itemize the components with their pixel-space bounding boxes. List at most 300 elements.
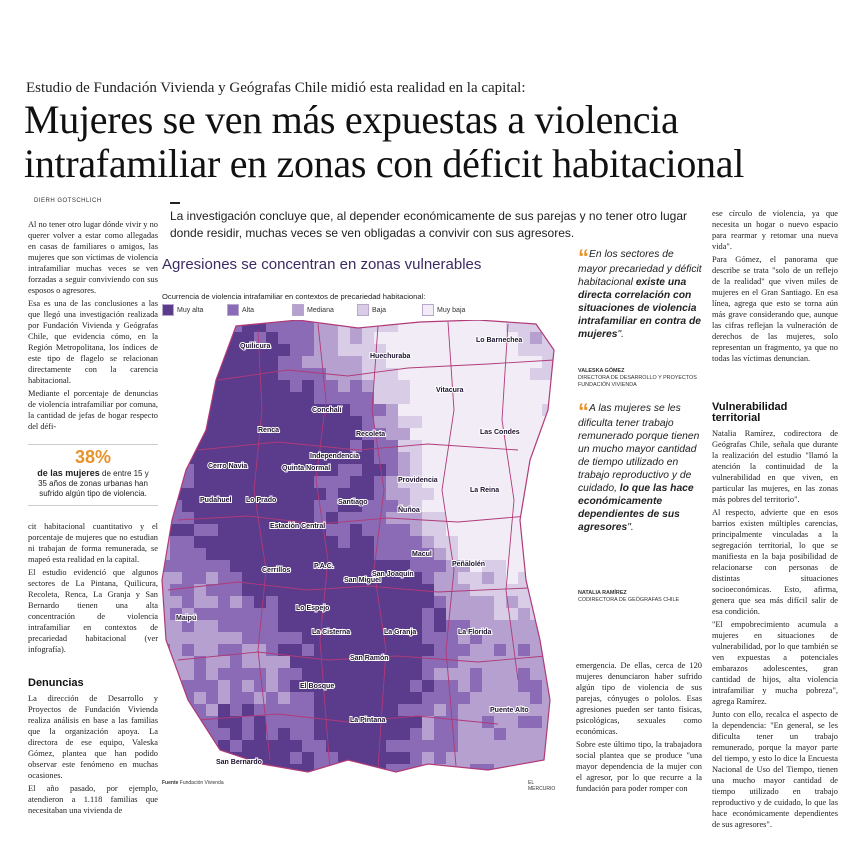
map-cell <box>422 524 434 536</box>
map-cell <box>530 368 542 380</box>
map-cell <box>374 332 386 344</box>
headline: Mujeres se ven más expuestas a violencia intrafamiliar en zonas con déficit habitacional <box>24 97 745 186</box>
map-cell <box>278 380 290 392</box>
map-cell <box>530 740 542 752</box>
map-cell <box>398 608 410 620</box>
map-cell <box>278 476 290 488</box>
map-cell <box>554 596 562 608</box>
map-cell <box>158 344 170 356</box>
map-cell <box>230 656 242 668</box>
commune-label: San Joaquín <box>372 571 414 578</box>
map-cell <box>266 380 278 392</box>
map-cell <box>446 728 458 740</box>
map-cell <box>386 524 398 536</box>
map-cell <box>290 452 302 464</box>
map-cell <box>362 776 374 778</box>
commune-label: Pudahuel <box>200 497 232 504</box>
map-cell <box>194 596 206 608</box>
map-cell <box>302 488 314 500</box>
map-cell <box>302 728 314 740</box>
map-cell <box>230 668 242 680</box>
map-cell <box>290 692 302 704</box>
map-cell <box>530 476 542 488</box>
map-cell <box>542 476 554 488</box>
map-cell <box>230 548 242 560</box>
map-cell <box>398 704 410 716</box>
map-cell <box>350 704 362 716</box>
map-cell <box>410 536 422 548</box>
map-cell <box>350 596 362 608</box>
map-source <box>162 780 224 786</box>
quote-2-attribution <box>578 590 702 604</box>
map-cell <box>506 776 518 778</box>
map-cell <box>446 692 458 704</box>
paragraph: Sobre este último tipo, la trabajadora social plantea que se produce "una mayor dependencia de la mujer con el agresor, por lo que recurre a la fundación para poder romper con <box>576 740 702 793</box>
map-cell <box>266 716 278 728</box>
map-cell <box>278 680 290 692</box>
map-cell <box>554 332 562 344</box>
map-cell <box>278 332 290 344</box>
map-cell <box>230 740 242 752</box>
map-cell <box>290 404 302 416</box>
legend-label: Muy alta <box>177 306 204 314</box>
map-cell <box>170 428 182 440</box>
map-cell <box>158 728 170 740</box>
map-cell <box>266 464 278 476</box>
map-cell <box>386 608 398 620</box>
map-cell <box>446 740 458 752</box>
map-cell <box>458 572 470 584</box>
map-cell <box>398 644 410 656</box>
map-cell <box>518 572 530 584</box>
map-cell <box>194 368 206 380</box>
commune-label: La Pintana <box>350 717 386 724</box>
map-cell <box>278 404 290 416</box>
map-cell <box>470 608 482 620</box>
commune-label: La Cisterna <box>312 629 351 636</box>
map-cell <box>182 332 194 344</box>
map-cell <box>278 428 290 440</box>
map-cell <box>542 464 554 476</box>
map-cell <box>290 356 302 368</box>
map-cell <box>206 716 218 728</box>
map-cell <box>254 452 266 464</box>
map-cell <box>170 716 182 728</box>
map-cell <box>470 536 482 548</box>
map-cell <box>494 440 506 452</box>
map-cell <box>314 656 326 668</box>
map-cell <box>314 476 326 488</box>
map-cell <box>386 692 398 704</box>
map-cell <box>530 668 542 680</box>
map-cell <box>242 368 254 380</box>
map-cell <box>434 560 446 572</box>
map-cell <box>350 392 362 404</box>
map-cell <box>278 392 290 404</box>
map-cell <box>518 692 530 704</box>
map-cell <box>206 428 218 440</box>
map-cell <box>530 716 542 728</box>
map-cell <box>398 728 410 740</box>
map-cell <box>230 356 242 368</box>
map-cell <box>554 512 562 524</box>
map-cell <box>302 752 314 764</box>
map-cell <box>242 680 254 692</box>
map-cell <box>554 680 562 692</box>
map-cell <box>230 596 242 608</box>
map-cell <box>158 488 170 500</box>
map-cell <box>434 704 446 716</box>
map-cell <box>182 500 194 512</box>
map-cell <box>194 320 206 332</box>
map-cell <box>362 512 374 524</box>
map-cell <box>470 500 482 512</box>
map-cell <box>542 776 554 778</box>
map-cell <box>494 404 506 416</box>
map-cell <box>170 728 182 740</box>
map-cell <box>530 332 542 344</box>
paragraph: Esa es una de las conclusiones a las que llegó una investigación realizada por Fundación Vivienda y Geógrafas Chile, que evidencia cómo, en la Región Metropolitana, los índices de este tipo de flagelo se relacionan directamente con la carencia habitacional. <box>28 299 158 385</box>
map-cell <box>482 692 494 704</box>
map-cell <box>518 476 530 488</box>
map-cell <box>482 416 494 428</box>
map-cell <box>254 404 266 416</box>
map-cell <box>290 716 302 728</box>
map-cell <box>494 620 506 632</box>
commune-label: Quilicura <box>240 343 271 350</box>
map-cell <box>158 380 170 392</box>
map-cell <box>194 680 206 692</box>
commune-label: Vitacura <box>436 387 464 394</box>
map-cell <box>182 572 194 584</box>
map-cell <box>338 608 350 620</box>
map-cell <box>326 356 338 368</box>
map-cell <box>470 344 482 356</box>
map-cell <box>482 740 494 752</box>
map-cell <box>254 380 266 392</box>
map-cell <box>194 752 206 764</box>
map-cell <box>182 764 194 776</box>
map-cell <box>242 656 254 668</box>
map-cell <box>398 776 410 778</box>
map-cell <box>434 512 446 524</box>
map-cell <box>230 500 242 512</box>
map-cell <box>158 356 170 368</box>
map-cell <box>230 392 242 404</box>
map-cell <box>230 680 242 692</box>
map-cell <box>542 596 554 608</box>
map-cell <box>434 644 446 656</box>
commune-label: La Florida <box>458 629 492 636</box>
map-cell <box>434 536 446 548</box>
map-cell <box>434 596 446 608</box>
map-cell <box>494 716 506 728</box>
map-cell <box>494 464 506 476</box>
map-cell <box>386 548 398 560</box>
paragraph: La dirección de Desarrollo y Proyectos de Fundación Vivienda realiza análisis en base a las familias que la organización apoya. La directora de ese equipo, Valeska Gómez, plantea que han podido observar este fenómeno en muchas ocasiones. <box>28 694 158 780</box>
paragraph: emergencia. De ellas, cerca de 120 mujeres denunciaron haber sufrido algún tipo de violencia de sus parejas, cónyuges o pololos. Esas agresiones pueden ser tanto físicas, psicológicas, sexuales como económicas. <box>576 661 702 736</box>
map-cell <box>470 728 482 740</box>
map-cell <box>458 608 470 620</box>
map-cell <box>230 728 242 740</box>
map-cell <box>302 392 314 404</box>
map-cell <box>158 500 170 512</box>
lead-divider <box>170 202 180 204</box>
map-cell <box>398 656 410 668</box>
map-cell <box>230 536 242 548</box>
map-cell <box>554 584 562 596</box>
map-cell <box>242 668 254 680</box>
map-cell <box>278 548 290 560</box>
map-cell <box>446 608 458 620</box>
map-cell <box>314 548 326 560</box>
map-cell <box>170 704 182 716</box>
map-cell <box>218 632 230 644</box>
map-cell <box>494 680 506 692</box>
map-cell <box>206 680 218 692</box>
map-cell <box>290 560 302 572</box>
map-cell <box>278 500 290 512</box>
map-cell <box>362 728 374 740</box>
map-cell <box>506 608 518 620</box>
map-cell <box>206 596 218 608</box>
map-cell <box>182 548 194 560</box>
map-cell <box>554 608 562 620</box>
map-cell <box>194 344 206 356</box>
map-cell <box>326 704 338 716</box>
paragraph: "El empobrecimiento acumula a mujeres en situaciones de vulnerabilidad, por lo que también se ven expuestas a potenciales embarazos adolescentes, gran cantidad de hijos, alta violencia intrafamiliar y mucha pobreza", agrega Ramírez. <box>712 620 838 706</box>
map-cell <box>278 452 290 464</box>
map-cell <box>422 752 434 764</box>
subhead-denuncias: Denuncias <box>28 677 84 689</box>
map-cell <box>338 332 350 344</box>
map-cell <box>542 572 554 584</box>
map-cell <box>410 380 422 392</box>
map-cell <box>386 584 398 596</box>
map-cell <box>302 380 314 392</box>
map-cell <box>554 632 562 644</box>
commune-label: Cerro Navia <box>208 463 248 470</box>
map-cell <box>530 608 542 620</box>
map-cell <box>494 644 506 656</box>
commune-label: Lo Espejo <box>296 605 330 612</box>
map-cell <box>170 440 182 452</box>
map-cell <box>254 776 266 778</box>
legend-label: Baja <box>372 306 387 314</box>
map-cell <box>290 584 302 596</box>
map-cell <box>218 584 230 596</box>
map-cell <box>518 764 530 776</box>
quote-role: DIRECTORA DE DESARROLLO Y PROYECTOS FUNDACIÓN VIVIENDA <box>578 375 697 388</box>
map-cell <box>278 692 290 704</box>
commune-label: Recoleta <box>356 431 386 438</box>
map-cell <box>314 776 326 778</box>
paragraph: Mediante el porcentaje de denuncias de violencia intrafamiliar por comuna, la cantidad de jefas de hogar respecto del défi- <box>28 389 158 431</box>
map-cell <box>194 728 206 740</box>
map-cell <box>362 752 374 764</box>
map-cell <box>554 416 562 428</box>
map-cell <box>518 392 530 404</box>
map-cell <box>326 332 338 344</box>
map-cell <box>422 620 434 632</box>
map-cell <box>482 548 494 560</box>
map-cell <box>158 320 170 332</box>
map-cell <box>506 416 518 428</box>
map-cell <box>218 536 230 548</box>
stat-text <box>28 468 158 499</box>
map-cell <box>554 488 562 500</box>
map-cell <box>158 476 170 488</box>
map-cell <box>158 392 170 404</box>
map-cell <box>482 440 494 452</box>
map-cell <box>338 764 350 776</box>
map-cell <box>482 572 494 584</box>
map-cell <box>350 548 362 560</box>
map-cell <box>518 344 530 356</box>
map-cell <box>266 668 278 680</box>
map-cell <box>506 464 518 476</box>
map-cell <box>530 512 542 524</box>
map-cell <box>230 416 242 428</box>
map-cell <box>266 776 278 778</box>
map-cell <box>518 620 530 632</box>
map-cell <box>206 572 218 584</box>
map-cell <box>230 476 242 488</box>
map-cell <box>338 740 350 752</box>
map-cell <box>506 740 518 752</box>
map-cell <box>206 740 218 752</box>
map-cell <box>266 368 278 380</box>
lead-paragraph: La investigación concluye que, al depender económicamente de sus parejas y no tener otro lugar donde residir, muchas veces se ven obligadas a convivir con sus agresores. <box>170 209 687 240</box>
commune-label: Estación Central <box>270 523 326 530</box>
map-cell <box>326 476 338 488</box>
map-cell <box>218 476 230 488</box>
map-cell <box>242 728 254 740</box>
map-cell <box>422 608 434 620</box>
quote-mark-icon: “ <box>578 399 589 424</box>
map-cell <box>194 404 206 416</box>
map-cell <box>266 752 278 764</box>
map-cell <box>242 476 254 488</box>
map-cell <box>170 740 182 752</box>
map-cell <box>518 368 530 380</box>
map-cell <box>422 368 434 380</box>
map-cell <box>506 392 518 404</box>
map-cell <box>374 596 386 608</box>
map-cell <box>374 368 386 380</box>
map-cell <box>470 404 482 416</box>
commune-label: Ñuñoa <box>398 507 420 514</box>
map-cell <box>410 488 422 500</box>
map-cell <box>494 656 506 668</box>
map-cell <box>338 776 350 778</box>
map-cell <box>410 704 422 716</box>
map-cell <box>434 740 446 752</box>
map-cell <box>386 404 398 416</box>
map-cell <box>302 572 314 584</box>
map-cell <box>218 332 230 344</box>
map-cell <box>542 380 554 392</box>
map-cell <box>482 392 494 404</box>
map-cell <box>494 572 506 584</box>
map-cell <box>422 572 434 584</box>
map-cell <box>506 548 518 560</box>
map-cell <box>194 572 206 584</box>
map-cell <box>554 380 562 392</box>
map-cell <box>422 668 434 680</box>
map-cell <box>350 356 362 368</box>
map-cell <box>398 332 410 344</box>
legend-label: Alta <box>242 306 255 314</box>
map-cell <box>362 740 374 752</box>
map-cell <box>518 632 530 644</box>
map-cell <box>194 548 206 560</box>
map-cell <box>530 704 542 716</box>
map-cell <box>482 680 494 692</box>
map-cell <box>218 524 230 536</box>
map-cell <box>170 560 182 572</box>
map-cell <box>542 500 554 512</box>
map-cell <box>350 380 362 392</box>
map-cell <box>242 404 254 416</box>
map-cell <box>254 536 266 548</box>
map-cell <box>302 356 314 368</box>
map-cell <box>398 752 410 764</box>
map-cell <box>482 728 494 740</box>
map-cell <box>290 572 302 584</box>
map-cell <box>542 740 554 752</box>
map-cell <box>242 704 254 716</box>
map-cell <box>386 440 398 452</box>
map-cell <box>482 344 494 356</box>
map-cell <box>434 332 446 344</box>
map-cell <box>170 596 182 608</box>
map-cell <box>410 332 422 344</box>
map-cell <box>554 656 562 668</box>
paragraph: cit habitacional cuantitativo y el porcentaje de mujeres que no estudian ni trabajan de forma remunerada, se mapeó esta realidad en la capital. <box>28 522 158 564</box>
map-cell <box>242 776 254 778</box>
map-cell <box>554 776 562 778</box>
map-cell <box>254 476 266 488</box>
legend-swatch <box>357 304 369 316</box>
map-cell <box>458 428 470 440</box>
map-cell <box>206 668 218 680</box>
map-cell <box>314 536 326 548</box>
map-cell <box>254 716 266 728</box>
map-cell <box>506 644 518 656</box>
map-cell <box>182 656 194 668</box>
map-cell <box>242 548 254 560</box>
map-cell <box>218 692 230 704</box>
map-cell <box>494 548 506 560</box>
map-cell <box>554 572 562 584</box>
map-cell <box>494 740 506 752</box>
map-cell <box>170 380 182 392</box>
quote-1-attribution <box>578 368 702 389</box>
map-cell <box>290 428 302 440</box>
map-cell <box>182 596 194 608</box>
map-cell <box>386 500 398 512</box>
map-cell <box>206 344 218 356</box>
map-cell <box>446 320 458 332</box>
map-cell <box>206 692 218 704</box>
map-cell <box>482 536 494 548</box>
map-cell <box>458 524 470 536</box>
map-cell <box>242 620 254 632</box>
map-cell <box>302 344 314 356</box>
map-cell <box>302 548 314 560</box>
map-cell <box>290 344 302 356</box>
